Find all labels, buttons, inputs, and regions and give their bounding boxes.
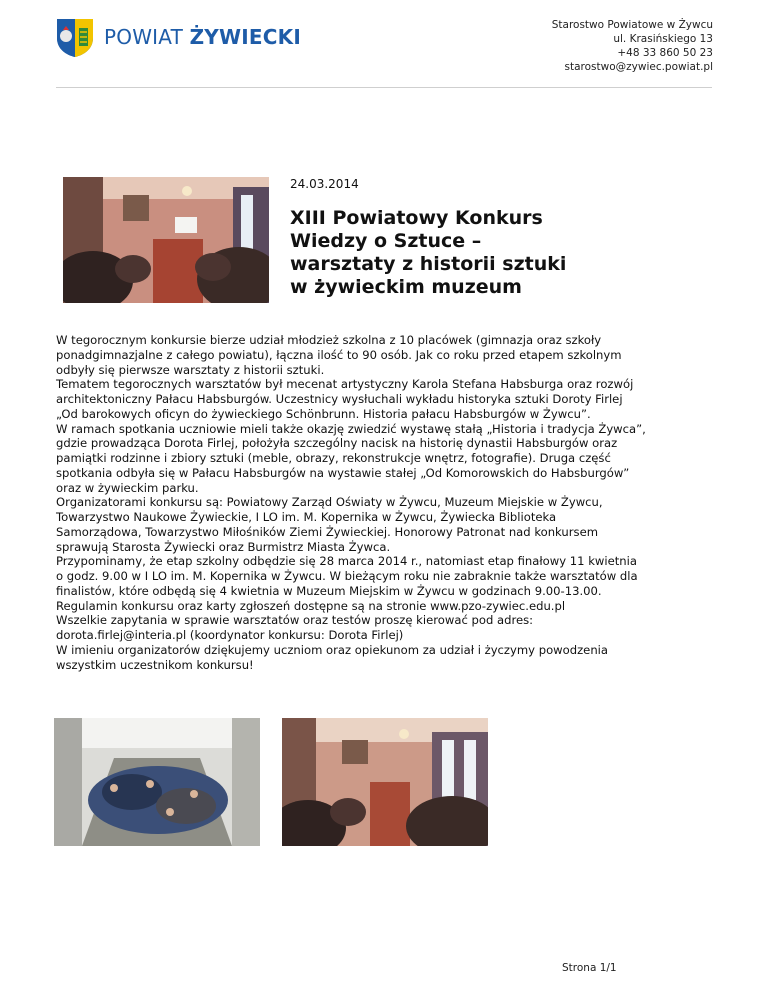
- body-line: oraz w żywieckim parku.: [56, 480, 199, 495]
- contact-info: [552, 18, 713, 74]
- body-line: spotkania odbyła się w Pałacu Habsburgów na wystawie stałej „Od Komorowskich do Habsburgów”: [56, 465, 630, 480]
- contact-phone: +48 33 860 50 23: [617, 47, 713, 59]
- body-line: dorota.firlej@interia.pl (koordynator konkursu: Dorota Firlej): [56, 628, 404, 642]
- body-line: Organizatorami konkursu są: Powiatowy Zarząd Oświaty w Żywcu, Muzeum Miejskie w Żywcu,: [56, 495, 603, 510]
- gallery-photo-lecture-hall: [282, 718, 488, 846]
- article-title: [290, 207, 620, 299]
- body-line: W tegorocznym konkursie bierze udział młodzież szkolna z 10 placówek (gimnazja oraz szkoły: [56, 333, 602, 347]
- article-body: [56, 333, 716, 672]
- body-line: pamiątki rodzinne i zbiory sztuki (meble, obrazy, rekonstrukcje wnętrz, fotografie). Druga część: [56, 451, 611, 465]
- body-line: gdzie prowadząca Dorota Firlej, położyła szczególny nacisk na historię dynastii Habsburgów oraz: [56, 436, 618, 451]
- body-line: wszystkim uczestnikom konkursu!: [56, 657, 254, 672]
- page-number: Strona 1/1: [562, 962, 617, 974]
- body-line: o godz. 9.00 w I LO im. M. Kopernika w Żywcu. W bieżącym roku nie zabraknie także warsztatów dla: [56, 569, 638, 583]
- article-date: 24.03.2014: [290, 177, 359, 191]
- logo-text-powiat: POWIAT: [104, 25, 190, 49]
- title-line: Wiedzy o Sztuce –: [290, 230, 482, 252]
- contact-street: ul. Krasińskiego 13: [613, 33, 713, 45]
- title-line: warsztaty z historii sztuki: [290, 253, 567, 275]
- title-line: w żywieckim muzeum: [290, 276, 522, 298]
- body-line: architektoniczny Pałacu Habsburgów. Uczestnicy wysłuchali wykładu historyka sztuki Doroty Firlej: [56, 392, 623, 406]
- logo-wordmark: [104, 25, 301, 49]
- body-line: ponadgimnazjalne z całego powiatu), łączna ilość to 90 osób. Jak co roku przed etapem szkolnym: [56, 347, 622, 362]
- body-line: Towarzystwo Naukowe Żywieckie, I LO im. M. Kopernika w Żywcu, Żywiecka Biblioteka: [56, 510, 557, 524]
- body-line: W ramach spotkania uczniowie mieli także okazję zwiedzić wystawę stałą „Historia i tradycja Żywca”,: [56, 421, 646, 436]
- logo-text-zywiecki: ŻYWIECKI: [189, 25, 301, 49]
- body-line: Wszelkie zapytania w sprawie warsztatów oraz testów proszę kierować pod adres:: [56, 613, 534, 628]
- body-line: W imieniu organizatorów dziękujemy uczniom oraz opiekunom za udział i życzymy powodzenia: [56, 642, 608, 657]
- body-line: sprawują Starosta Żywiecki oraz Burmistrz Miasta Żywca.: [56, 539, 391, 554]
- header-divider: [56, 87, 712, 88]
- body-line: Tematem tegorocznych warsztatów był mecenat artystyczny Karola Stefana Habsburga oraz rozwój: [56, 377, 634, 392]
- body-line: odbyły się pierwsze warsztaty z historii sztuki.: [56, 362, 325, 377]
- contact-email: starostwo@zywiec.powiat.pl: [564, 61, 713, 73]
- gallery-photo-crowd: [54, 718, 260, 846]
- article-photo-lecture-hall: [63, 177, 269, 303]
- body-line: Przypominamy, że etap szkolny odbędzie się 28 marca 2014 r., natomiast etap finałowy 11 kwietnia: [56, 554, 637, 569]
- title-line: XIII Powiatowy Konkurs: [290, 207, 543, 229]
- body-line: Samorządowa, Towarzystwo Miłośników Ziemi Żywieckiej. Honorowy Patronat nad konkursem: [56, 524, 598, 539]
- body-line: „Od barokowych oficyn do żywieckiego Schönbrunn. Historia pałacu Habsburgów w Żywcu”.: [56, 406, 591, 421]
- contact-office: Starostwo Powiatowe w Żywcu: [551, 19, 713, 31]
- coat-of-arms-icon: [54, 16, 96, 58]
- body-line: Regulamin konkursu oraz karty zgłoszeń dostępne są na stronie www.pzo-zywiec.edu.pl: [56, 598, 566, 613]
- powiat-logo: [54, 16, 301, 58]
- body-line: finalistów, które odbędą się 4 kwietnia w Muzeum Miejskim w Żywcu w godzinach 9.00-13.00.: [56, 583, 602, 598]
